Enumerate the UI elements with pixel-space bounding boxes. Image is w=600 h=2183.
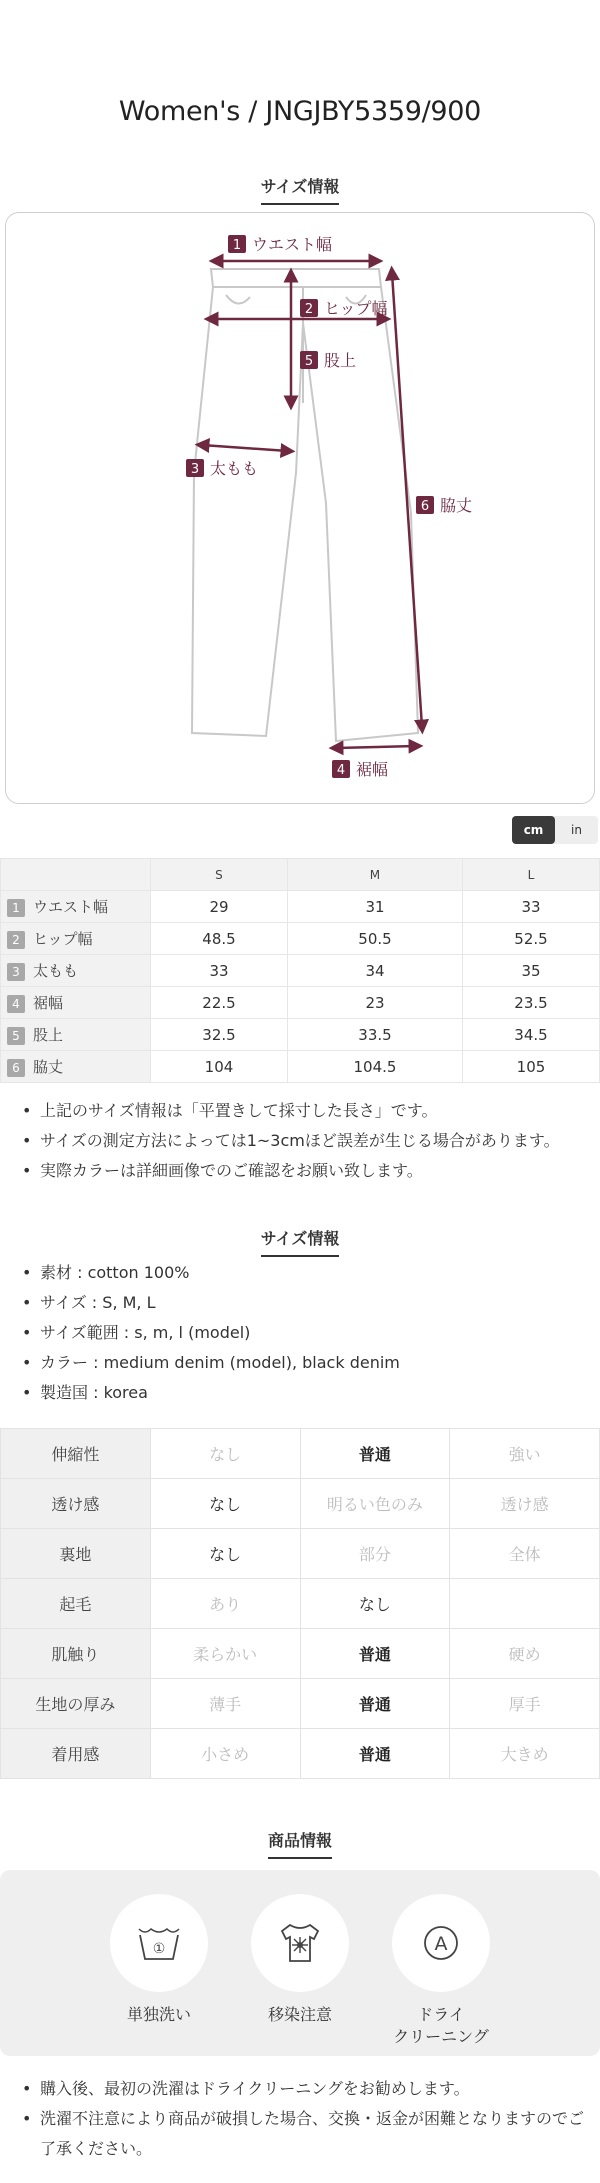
- size-diagram: [5, 212, 595, 804]
- care-item-hand-wash: [104, 1894, 214, 2026]
- feel-label: 伸縮性: [1, 1429, 151, 1479]
- table-row: [1, 1479, 600, 1529]
- feel-option: なし: [150, 1429, 300, 1479]
- feel-option: 部分: [300, 1529, 450, 1579]
- feel-option-selected: なし: [300, 1579, 450, 1629]
- header-size-m: M: [287, 859, 462, 891]
- label-text: 脇丈: [440, 496, 473, 515]
- label-text: ウエスト幅: [252, 235, 333, 254]
- row-number-badge: 1: [7, 899, 25, 917]
- tshirt-dye-icon: [251, 1894, 349, 1992]
- svg-text:A: A: [434, 1933, 448, 1955]
- table-row: [1, 955, 600, 987]
- table-cell: 33.5: [287, 1019, 462, 1051]
- hand-wash-icon: [110, 1894, 208, 1992]
- feel-option: 強い: [450, 1429, 600, 1479]
- feel-option: あり: [150, 1579, 300, 1629]
- row-label: 5 股上: [1, 1019, 151, 1051]
- feel-option-selected: 普通: [300, 1629, 450, 1679]
- table-cell: 35: [462, 955, 599, 987]
- table-cell: 34.5: [462, 1019, 599, 1051]
- unit-in-button[interactable]: in: [571, 823, 582, 837]
- table-cell: 48.5: [151, 923, 288, 955]
- page-title: Women's / JNGJBY5359/900: [118, 96, 482, 127]
- feel-option-selected: なし: [150, 1529, 300, 1579]
- feel-option: 大きめ: [450, 1729, 600, 1779]
- table-cell: 23: [287, 987, 462, 1019]
- svg-text:①: ①: [152, 1941, 166, 1957]
- table-cell: 23.5: [462, 987, 599, 1019]
- row-label: 4 裾幅: [1, 987, 151, 1019]
- badge-num: 5: [304, 354, 314, 369]
- row-number-badge: 4: [7, 995, 25, 1013]
- pants-outline: [192, 269, 418, 741]
- size-table-header: [1, 859, 600, 891]
- badge-num: 3: [190, 462, 200, 477]
- table-row: [1, 1019, 600, 1051]
- label-text: 太もも: [210, 459, 259, 478]
- table-row: [1, 987, 600, 1019]
- feel-option-selected: なし: [150, 1479, 300, 1529]
- diagram-label-hip: [300, 299, 388, 318]
- feel-label: 生地の厚み: [1, 1679, 151, 1729]
- row-number-badge: 2: [7, 931, 25, 949]
- row-number-badge: 3: [7, 963, 25, 981]
- row-number-badge: 6: [7, 1059, 25, 1077]
- size-notes-list: [20, 1096, 585, 1186]
- table-cell: 50.5: [287, 923, 462, 955]
- table-cell: 31: [287, 891, 462, 923]
- badge-num: 6: [420, 499, 430, 514]
- list-item: • 洗濯不注意により商品が破損した場合、交換・返金が困難となりますのでご了承ください。: [20, 2104, 585, 2164]
- diagram-label-length: [416, 496, 472, 515]
- badge-num: 1: [232, 238, 242, 253]
- care-label: 単独洗い: [126, 2005, 191, 2024]
- size-table: [0, 858, 600, 1083]
- dry-clean-icon: [392, 1894, 490, 1992]
- table-row: [1, 891, 600, 923]
- table-row: [1, 1529, 600, 1579]
- header-size-s: S: [151, 859, 288, 891]
- table-cell: 52.5: [462, 923, 599, 955]
- table-cell: 33: [462, 891, 599, 923]
- feel-option-selected: 普通: [300, 1729, 450, 1779]
- feel-option-selected: 普通: [300, 1679, 450, 1729]
- table-cell: 105: [462, 1051, 599, 1083]
- unit-cm-button[interactable]: cm: [512, 816, 555, 844]
- diagram-label-thigh: [186, 459, 258, 478]
- unit-toggle[interactable]: [512, 816, 598, 844]
- feel-label: 透け感: [1, 1479, 151, 1529]
- list-item: • 素材 : cotton 100%: [20, 1258, 585, 1288]
- list-item: • サイズ : S, M, L: [20, 1288, 585, 1318]
- feel-label: 裏地: [1, 1529, 151, 1579]
- label-text: ヒップ幅: [324, 299, 388, 318]
- list-item: • サイズの測定方法によっては1~3cmほど誤差が生じる場合があります。: [20, 1126, 585, 1156]
- feel-option: 透け感: [450, 1479, 600, 1529]
- table-cell: 22.5: [151, 987, 288, 1019]
- label-text: 裾幅: [356, 760, 389, 779]
- fabric-feel-table: [0, 1428, 600, 1779]
- diagram-label-rise: [300, 351, 356, 370]
- row-label: 3 太もも: [1, 955, 151, 987]
- care-item-dry-clean: [386, 1894, 496, 2048]
- care-instructions: [0, 1870, 600, 2056]
- feel-label: 起毛: [1, 1579, 151, 1629]
- diagram-label-hem: [332, 760, 388, 779]
- badge-num: 4: [336, 763, 346, 778]
- table-cell: 104.5: [287, 1051, 462, 1083]
- header-corner: [1, 859, 151, 891]
- feel-label: 肌触り: [1, 1629, 151, 1679]
- header-size-l: L: [462, 859, 599, 891]
- care-label: ドライ クリーニング: [393, 2005, 489, 2046]
- feel-option: 小さめ: [150, 1729, 300, 1779]
- care-item-dye-transfer: [245, 1894, 355, 2026]
- table-cell: 33: [151, 955, 288, 987]
- table-cell: 34: [287, 955, 462, 987]
- row-number-badge: 5: [7, 1027, 25, 1045]
- feel-label: 着用感: [1, 1729, 151, 1779]
- table-row: [1, 1729, 600, 1779]
- list-item: • サイズ範囲 : s, m, l (model): [20, 1318, 585, 1348]
- label-text: 股上: [324, 351, 357, 370]
- feel-option: 柔らかい: [150, 1629, 300, 1679]
- table-cell: 104: [151, 1051, 288, 1083]
- feel-option-selected: 普通: [300, 1429, 450, 1479]
- diagram-label-waist: [228, 235, 332, 254]
- care-notes-list: [20, 2074, 585, 2164]
- list-item: • 製造国 : korea: [20, 1378, 585, 1408]
- table-cell: 32.5: [151, 1019, 288, 1051]
- feel-option: 硬め: [450, 1629, 600, 1679]
- table-row: [1, 1429, 600, 1479]
- list-item: • 上記のサイズ情報は「平置きして採寸した長さ」です。: [20, 1096, 585, 1126]
- row-label: 6 脇丈: [1, 1051, 151, 1083]
- spec-list: [20, 1258, 585, 1408]
- table-row: [1, 1051, 600, 1083]
- feel-option: 全体: [450, 1529, 600, 1579]
- list-item: • カラー : medium denim (model), black denim: [20, 1348, 585, 1378]
- row-label: 1 ウエスト幅: [1, 891, 151, 923]
- list-item: • 実際カラーは詳細画像でのご確認をお願い致します。: [20, 1156, 585, 1186]
- measure-line-thigh: [202, 445, 288, 451]
- care-label: 移染注意: [267, 2005, 332, 2024]
- table-row: [1, 923, 600, 955]
- table-row: [1, 1679, 600, 1729]
- badge-num: 2: [304, 302, 314, 317]
- table-cell: 29: [151, 891, 288, 923]
- section-heading-product-info: 商品情報: [0, 1828, 600, 1859]
- table-row: [1, 1579, 600, 1629]
- feel-option: 明るい色のみ: [300, 1479, 450, 1529]
- section-heading-size-info: サイズ情報: [0, 174, 600, 205]
- list-item: • 購入後、最初の洗濯はドライクリーニングをお勧めします。: [20, 2074, 585, 2104]
- feel-option: 厚手: [450, 1679, 600, 1729]
- feel-option: [450, 1579, 600, 1629]
- pants-diagram-svg: [6, 213, 596, 805]
- section-heading-size-info-2: サイズ情報: [0, 1226, 600, 1257]
- row-label: 2 ヒップ幅: [1, 923, 151, 955]
- table-row: [1, 1629, 600, 1679]
- measure-line-hem: [336, 746, 416, 748]
- feel-option: 薄手: [150, 1679, 300, 1729]
